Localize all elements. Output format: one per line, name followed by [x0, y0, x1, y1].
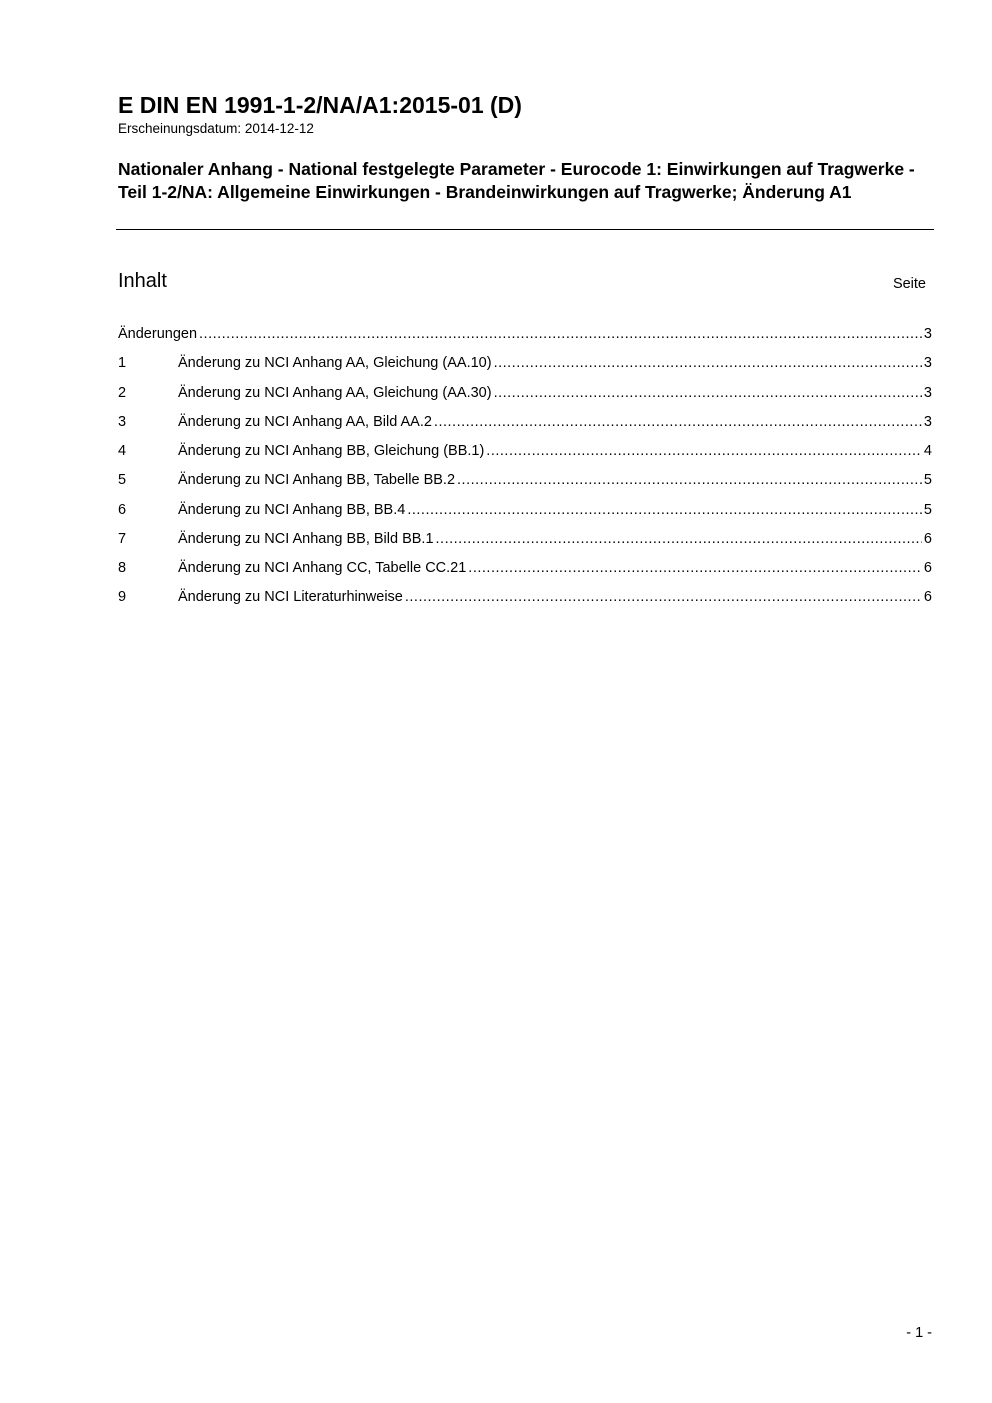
toc-entry[interactable] — [118, 441, 932, 470]
toc-entry-page: 5 — [923, 501, 932, 518]
toc-entry-number: 4 — [118, 443, 127, 459]
toc-entry-page: 3 — [923, 355, 932, 372]
toc-dot-leader — [457, 470, 922, 490]
toc-dot-leader — [407, 500, 922, 520]
toc-entry-text: Änderung zu NCI Anhang BB, Tabelle BB.2 — [178, 472, 456, 489]
toc-entry-text: Änderung zu NCI Anhang CC, Tabelle CC.21 — [178, 560, 467, 576]
toc-entry-text: Änderung zu NCI Anhang BB, Bild BB.1 — [178, 530, 434, 547]
toc-entry[interactable] — [118, 587, 932, 616]
toc-entry-page: 3 — [923, 384, 932, 401]
toc-entry[interactable] — [118, 500, 932, 529]
toc-entry-number: 7 — [118, 530, 127, 547]
toc-entry[interactable] — [118, 529, 932, 558]
toc-entry-number: 9 — [118, 589, 127, 606]
toc-entry-number: 6 — [118, 501, 127, 518]
toc-entry[interactable] — [118, 324, 932, 353]
document-number: E DIN EN 1991-1-2/NA/A1:2015-01 (D) — [118, 92, 522, 118]
toc-entry-text: Änderung zu NCI Anhang AA, Gleichung (AA.30) — [178, 384, 492, 401]
toc-dot-leader — [405, 587, 922, 607]
toc-entry-page: 6 — [923, 530, 932, 547]
toc-entry-number: 2 — [118, 384, 127, 401]
page-number: - 1 - — [906, 1325, 932, 1341]
toc-entry-text: Änderungen — [118, 326, 198, 342]
toc-heading: Inhalt — [118, 270, 167, 292]
toc-dot-leader — [468, 558, 922, 578]
toc-entry-number: 5 — [118, 472, 127, 489]
toc-dot-leader — [434, 412, 922, 432]
toc-entry[interactable] — [118, 558, 932, 587]
toc-entry[interactable] — [118, 383, 932, 412]
toc-entry-page: 4 — [923, 443, 932, 459]
toc-entry-text: Änderung zu NCI Anhang BB, BB.4 — [178, 501, 406, 518]
toc-dot-leader — [494, 383, 922, 403]
toc-dot-leader — [494, 353, 922, 373]
toc-entry-page: 3 — [923, 326, 932, 342]
toc-entry-number: 3 — [118, 413, 127, 430]
toc-dot-leader — [436, 529, 922, 549]
document-title: Nationaler Anhang - National festgelegte Parameter - Eurocode 1: Einwirkungen auf Tragwerke - Teil 1-2/NA: Allgemeine Einwirkungen - Brandeinwirkungen auf Tragwerke; Änderung A1 — [118, 159, 915, 202]
toc-entry-text: Änderung zu NCI Anhang AA, Gleichung (AA.10) — [178, 355, 492, 372]
toc-entry[interactable] — [118, 470, 932, 499]
toc-entry-page: 5 — [923, 472, 932, 489]
title-divider — [116, 229, 934, 230]
toc-entry-number: 8 — [118, 560, 127, 576]
toc-entry-text: Änderung zu NCI Anhang BB, Gleichung (BB.1) — [178, 443, 485, 459]
toc-dot-leader — [199, 324, 922, 344]
issue-date: Erscheinungsdatum: 2014-12-12 — [118, 121, 314, 136]
toc-page-column-label: Seite — [892, 276, 926, 292]
toc-entry-text: Änderung zu NCI Anhang AA, Bild AA.2 — [178, 413, 432, 430]
toc-entry-number: 1 — [118, 355, 127, 372]
toc-entry-page: 6 — [923, 560, 932, 576]
toc-entry-text: Änderung zu NCI Literaturhinweise — [178, 589, 403, 606]
document-header — [118, 90, 934, 138]
table-of-contents — [118, 324, 932, 617]
toc-entry-page: 3 — [923, 413, 932, 430]
toc-dot-leader — [486, 441, 922, 461]
toc-entry[interactable] — [118, 353, 932, 382]
toc-entry[interactable] — [118, 412, 932, 441]
toc-entry-page: 6 — [923, 589, 932, 606]
